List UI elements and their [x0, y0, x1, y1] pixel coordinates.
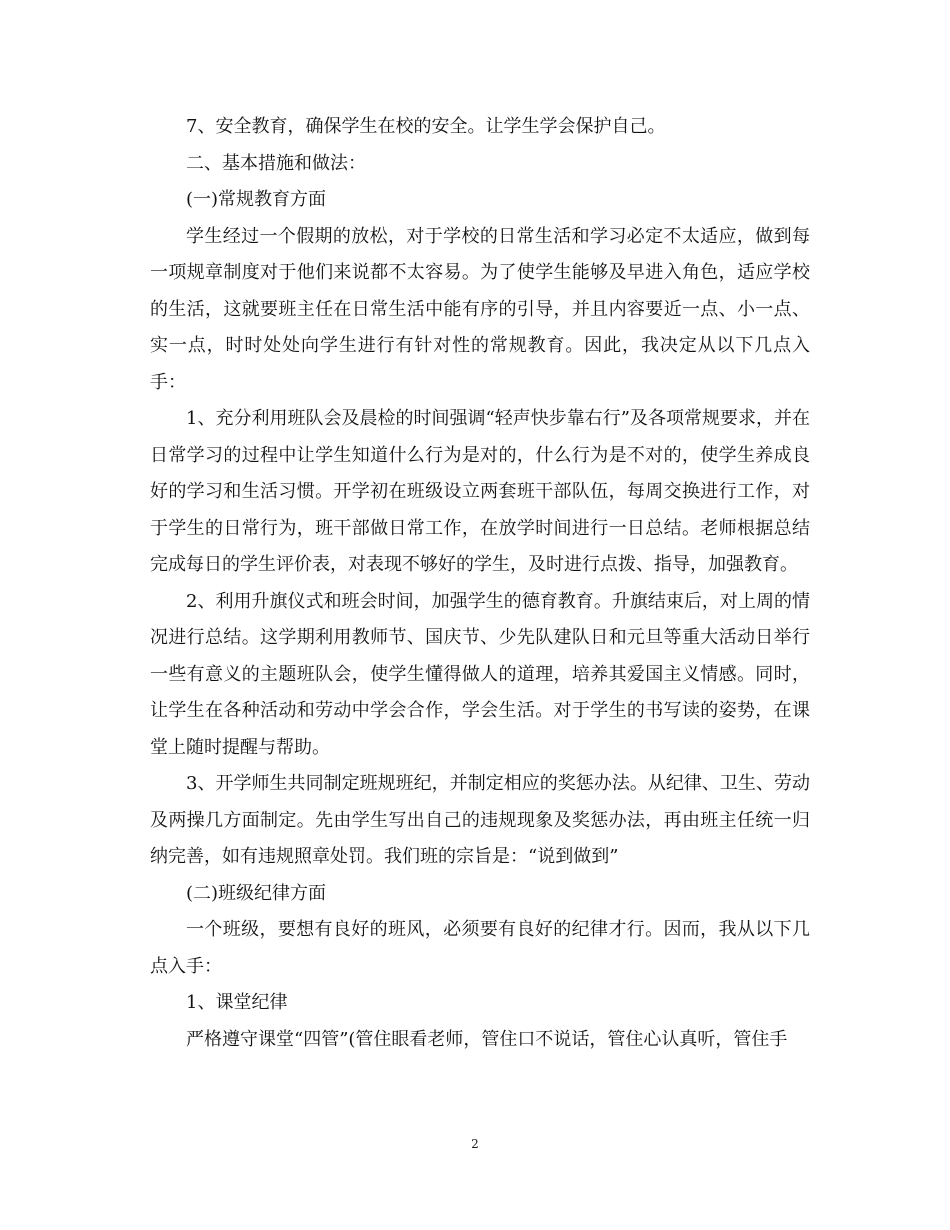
subsection-heading-routine-education: (一)常规教育方面 — [186, 189, 327, 210]
paragraph-discipline-intro: 一个班级，要想有良好的班风，必须要有良好的纪律才行。因而，我从以下几点入手： — [150, 919, 810, 977]
subsection-heading-class-discipline: (二)班级纪律方面 — [186, 882, 327, 904]
paragraph-four-rules: 严格遵守课堂“四管”(管住眼看老师，管住口不说话，管住心认真听，管住手 — [186, 1028, 788, 1050]
section-heading-measures: 二、基本措施和做法： — [186, 152, 366, 174]
list-heading-classroom-discipline: 1、课堂纪律 — [186, 992, 288, 1013]
paragraph-item-2: 2、利用升旗仪式和班会时间，加强学生的德育教育。升旗结束后，对上周的情况进行总结。这学期利用教师节、国庆节、少先队建队日和元旦等重大活动日举行一些有意义的主题班队会，使学生懂得做人的道理，培养其爱国主义情感。同时，让学生在各种活动和劳动中学会合作，学会生活。对于学生的书写读的姿势，在课堂上随时提醒与帮助。 — [150, 590, 810, 758]
document-body — [150, 109, 810, 1058]
paragraph-safety-education: 7、安全教育，确保学生在校的安全。让学生学会保护自己。 — [186, 116, 666, 137]
paragraph-item-1: 1、充分利用班队会及晨检的时间强调“轻声快步靠右行”及各项常规要求，并在日常学习的过程中让学生知道什么行为是对的，什么行为是不对的，使学生养成良好的学习和生活习惯。开学初在班级设立两套班干部队伍，每周交换进行工作，对于学生的日常行为，班干部做日常工作，在放学时间进行一日总结。老师根据总结完成每日的学生评价表，对表现不够好的学生，及时进行点拨、指导，加强教育。 — [150, 408, 810, 575]
page-number: 2 — [471, 1137, 479, 1151]
paragraph-routine-intro: 学生经过一个假期的放松，对于学校的日常生活和学习必定不太适应，做到每一项规章制度对于他们来说都不太容易。为了使学生能够及早进入角色，适应学校的生活，这就要班主任在日常生活中能有序的引导，并且内容要近一点、小一点、实一点，时时处处向学生进行有针对性的常规教育。因此，我决定从以下几点入手： — [150, 225, 810, 393]
paragraph-item-3: 3、开学师生共同制定班规班纪，并制定相应的奖惩办法。从纪律、卫生、劳动及两操几方面制定。先由学生写出自己的违规现象及奖惩办法，再由班主任统一归纳完善，如有违规照章处罚。我们班的宗旨是：“说到做到” — [150, 773, 810, 867]
